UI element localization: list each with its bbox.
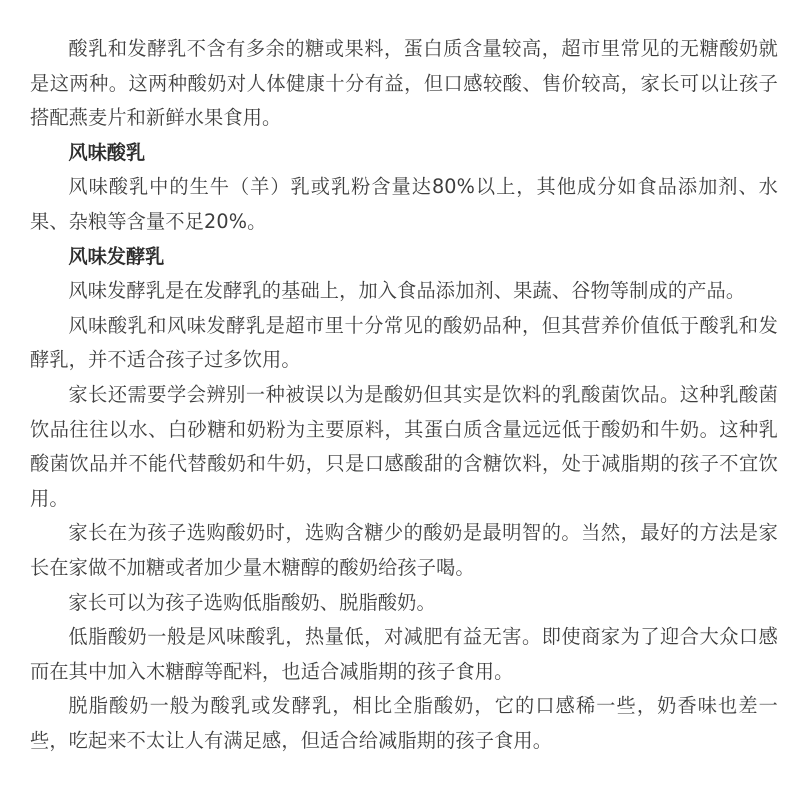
- paragraph-plain-yogurt-intro: 酸乳和发酵乳不含有多余的糖或果料，蛋白质含量较高，超市里常见的无糖酸奶就是这两种。这两种酸奶对人体健康十分有益，但口感较酸、售价较高，家长可以让孩子搭配燕麦片和新鲜水果食用。: [30, 37, 778, 130]
- paragraph-low-fat-suggestion: 家长可以为孩子选购低脂酸奶、脱脂酸奶。: [68, 590, 436, 614]
- paragraph-buying-advice: 家长在为孩子选购酸奶时，选购含糖少的酸奶是最明智的。当然，最好的方法是家长在家做不加糖或者加少量木糖醇的酸奶给孩子喝。: [30, 521, 778, 579]
- article-body: [30, 32, 778, 758]
- paragraph-nutrition-comparison: 风味酸乳和风味发酵乳是超市里十分常见的酸奶品种，但其营养价值低于酸乳和发酵乳，并不适合孩子过多饮用。: [30, 313, 778, 372]
- paragraph-flavored-fermented-milk: 风味发酵乳是在发酵乳的基础上，加入食品添加剂、果蔬、谷物等制成的产品。: [68, 279, 746, 303]
- paragraph-skim-yogurt: 脱脂酸奶一般为酸乳或发酵乳，相比全脂酸奶，它的口感稀一些，奶香味也差一些，吃起来不太让人有满足感，但适合给减脂期的孩子食用。: [30, 694, 778, 752]
- heading-flavored-yogurt: 风味酸乳: [68, 140, 146, 164]
- paragraph-lactic-drink-warning: 家长还需要学会辨别一种被误以为是酸奶但其实是饮料的乳酸菌饮品。这种乳酸菌饮品往往以水、白砂糖和奶粉为主要原料，其蛋白质含量远远低于酸奶和牛奶。这种乳酸菌饮品并不能代替酸奶和牛奶，只是口感酸甜的含糖饮料，处于减脂期的孩子不宜饮用。: [30, 382, 778, 510]
- paragraph-flavored-yogurt: 风味酸乳中的生牛（羊）乳或乳粉含量达80%以上，其他成分如食品添加剂、水果、杂粮等含量不足20%。: [30, 175, 778, 233]
- paragraph-low-fat-yogurt: 低脂酸奶一般是风味酸乳，热量低，对减肥有益无害。即使商家为了迎合大众口感而在其中加入木糖醇等配料，也适合减脂期的孩子食用。: [30, 625, 778, 683]
- heading-flavored-fermented-milk: 风味发酵乳: [68, 244, 165, 268]
